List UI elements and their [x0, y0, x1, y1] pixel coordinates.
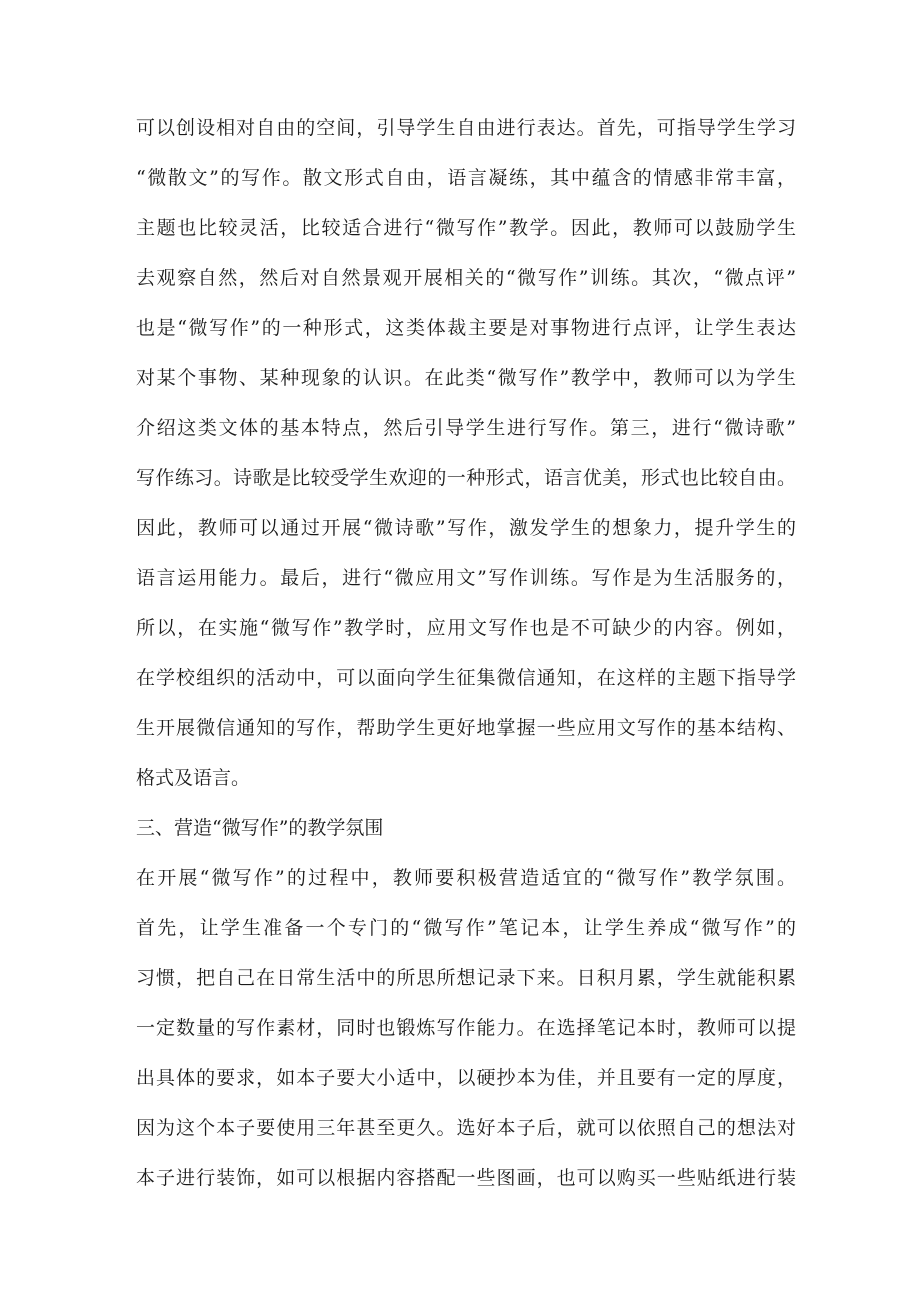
text-line: 本子进行装饰，如可以根据内容搭配一些图画，也可以购买一些贴纸进行装	[136, 1167, 796, 1189]
text-line: 去观察自然，然后对自然景观开展相关的“微写作”训练。其次，“微点评”	[136, 267, 796, 289]
text-line: 可以创设相对自由的空间，引导学生自由进行表达。首先，可指导学生学习	[136, 117, 796, 139]
text-line: “微散文”的写作。散文形式自由，语言凝练，其中蕴含的情感非常丰富，	[136, 167, 796, 189]
text-line: 格式及语言。	[136, 767, 251, 789]
text-line: 所以，在实施“微写作”教学时，应用文写作也是不可缺少的内容。例如，	[136, 617, 796, 639]
text-line: 在开展“微写作”的过程中，教师要积极营造适宜的“微写作”教学氛围。	[136, 867, 796, 889]
text-line: 一定数量的写作素材，同时也锻炼写作能力。在选择笔记本时，教师可以提	[136, 1017, 796, 1039]
text-line: 语言运用能力。最后，进行“微应用文”写作训练。写作是为生活服务的，	[136, 567, 796, 589]
text-line: 主题也比较灵活，比较适合进行“微写作”教学。因此，教师可以鼓励学生	[136, 217, 796, 239]
text-line: 因为这个本子要使用三年甚至更久。选好本子后，就可以依照自己的想法对	[136, 1117, 796, 1139]
text-line: 介绍这类文体的基本特点，然后引导学生进行写作。第三，进行“微诗歌”	[136, 417, 796, 439]
text-line: 对某个事物、某种现象的认识。在此类“微写作”教学中，教师可以为学生	[136, 367, 796, 389]
text-line: 首先，让学生准备一个专门的“微写作”笔记本，让学生养成“微写作”的	[136, 917, 796, 939]
text-line: 在学校组织的活动中，可以面向学生征集微信通知，在这样的主题下指导学	[136, 667, 796, 689]
text-line: 因此，教师可以通过开展“微诗歌”写作，激发学生的想象力，提升学生的	[136, 517, 796, 539]
text-line: 写作练习。诗歌是比较受学生欢迎的一种形式，语言优美，形式也比较自由。	[136, 467, 796, 489]
text-line: 也是“微写作”的一种形式，这类体裁主要是对事物进行点评，让学生表达	[136, 317, 796, 339]
text-line: 习惯，把自己在日常生活中的所思所想记录下来。日积月累，学生就能积累	[136, 967, 796, 989]
section-heading: 三、营造“微写作”的教学氛围	[136, 817, 384, 839]
text-line: 生开展微信通知的写作，帮助学生更好地掌握一些应用文写作的基本结构、	[136, 717, 796, 739]
text-line: 出具体的要求，如本子要大小适中，以硬抄本为佳，并且要有一定的厚度，	[136, 1067, 796, 1089]
